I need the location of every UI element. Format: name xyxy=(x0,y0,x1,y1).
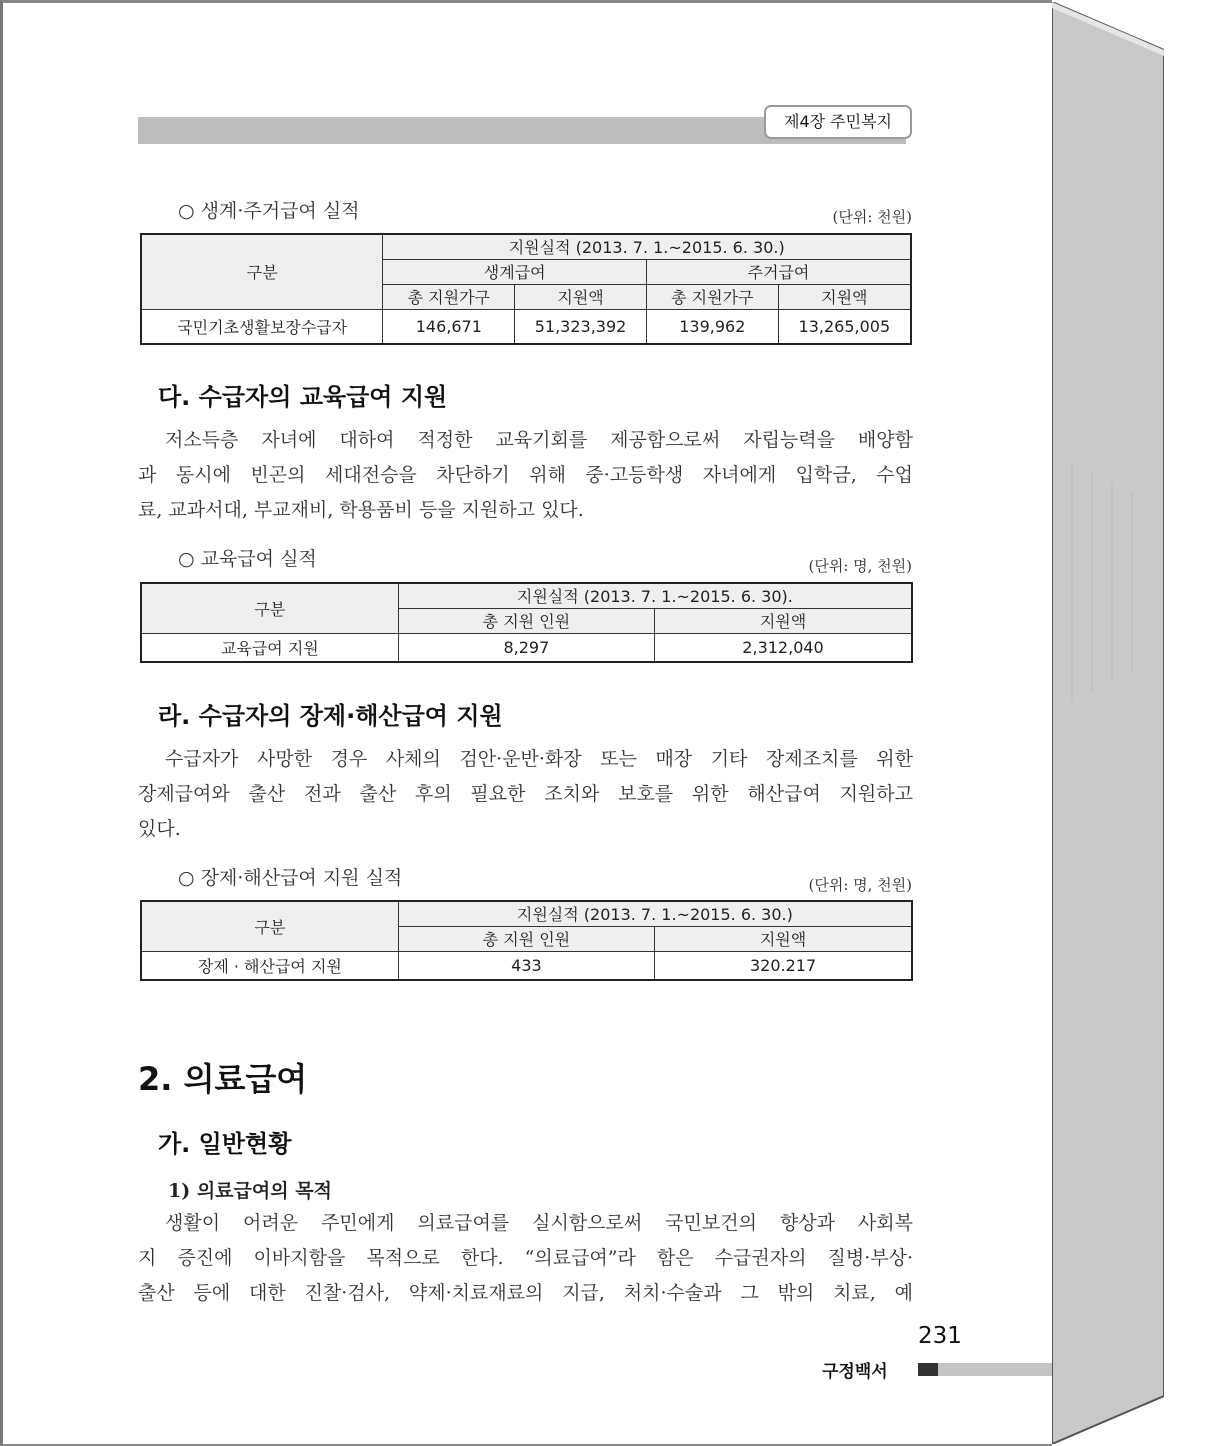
table3-title: ○ 장제·해산급여 지원 실적 xyxy=(178,867,403,889)
table-header: 총 지원 인원 xyxy=(398,926,654,951)
table1-title: ○ 생계·주거급여 실적 xyxy=(178,200,360,222)
chapter-section-heading: 2. 의료급여 xyxy=(138,1060,308,1098)
chapter-tab: 제4장 주민복지 xyxy=(764,105,912,139)
table-header: 구분 xyxy=(141,901,398,951)
paragraph xyxy=(138,423,913,528)
table-header: 지원액 xyxy=(778,284,911,309)
table-header: 지원액 xyxy=(515,284,647,309)
table-header: 지원액 xyxy=(655,608,912,633)
table-row xyxy=(141,633,912,662)
table-header: 지원액 xyxy=(655,926,912,951)
paragraph-line: 저소득층 자녀에 대하여 적정한 교육기회를 제공함으로써 자립능력을 배양함 xyxy=(165,429,913,451)
funeral-maternity-table xyxy=(140,900,913,981)
table-header: 지원실적 (2013. 7. 1.~2015. 6. 30). xyxy=(398,583,912,608)
table-header: 총 지원가구 xyxy=(383,284,515,309)
table-cell: 433 xyxy=(398,951,654,980)
paragraph-line: 수급자가 사망한 경우 사체의 검안·운반·화장 또는 매장 기타 장제조치를 위한 xyxy=(165,748,913,770)
page-stack-edge xyxy=(1052,2,1164,1444)
footer-mark xyxy=(918,1363,938,1376)
section-heading: 다. 수급자의 교육급여 지원 xyxy=(158,383,448,411)
table-cell: 139,962 xyxy=(646,309,778,344)
book-title: 구정백서 xyxy=(822,1362,888,1382)
section-heading: 가. 일반현황 xyxy=(158,1130,292,1158)
table-cell: 320.217 xyxy=(655,951,912,980)
paragraph-line: 과 동시에 빈곤의 세대전승을 차단하기 위해 중·고등학생 자녀에게 입학금, 수업 xyxy=(138,464,913,486)
table-cell: 교육급여 지원 xyxy=(141,633,398,662)
table-header: 지원실적 (2013. 7. 1.~2015. 6. 30.) xyxy=(398,901,912,926)
table3-unit: (단위: 명, 천원) xyxy=(808,876,912,894)
table2-unit: (단위: 명, 천원) xyxy=(808,557,912,575)
paragraph-line: 생활이 어려운 주민에게 의료급여를 실시함으로써 국민보건의 향상과 사회복 xyxy=(165,1212,913,1234)
table-header: 총 지원 인원 xyxy=(398,608,654,633)
table-cell: 8,297 xyxy=(398,633,654,662)
table-cell: 51,323,392 xyxy=(515,309,647,344)
table-header: 총 지원가구 xyxy=(646,284,778,309)
table-row xyxy=(141,309,911,344)
paragraph-line: 료, 교과서대, 부교재비, 학용품비 등을 지원하고 있다. xyxy=(138,499,584,521)
table-header: 생계급여 xyxy=(383,259,647,284)
table1-unit: (단위: 천원) xyxy=(832,208,912,226)
subsection-heading: 1) 의료급여의 목적 xyxy=(168,1180,332,1202)
table-cell: 13,265,005 xyxy=(778,309,911,344)
table-header: 지원실적 (2013. 7. 1.~2015. 6. 30.) xyxy=(383,234,911,259)
paragraph-line: 장제급여와 출산 전과 출산 후의 필요한 조치와 보호를 위한 해산급여 지원하고 xyxy=(138,783,913,805)
livelihood-housing-table xyxy=(140,233,912,345)
table-cell: 국민기초생활보장수급자 xyxy=(141,309,383,344)
table-cell: 146,671 xyxy=(383,309,515,344)
page-number: 231 xyxy=(918,1323,962,1349)
section-heading: 라. 수급자의 장제·해산급여 지원 xyxy=(158,702,503,730)
table2-title: ○ 교육급여 실적 xyxy=(178,548,317,570)
table-row xyxy=(141,951,912,980)
table-header: 주거급여 xyxy=(646,259,911,284)
paragraph-line: 출산 등에 대한 진찰·검사, 약제·치료재료의 지급, 처치·수술과 그 밖의 치료, 예 xyxy=(138,1282,913,1304)
education-benefit-table xyxy=(140,582,913,663)
paragraph xyxy=(138,1206,913,1311)
paragraph xyxy=(138,742,913,847)
table-header: 구분 xyxy=(141,234,383,309)
paragraph-line: 지 증진에 이바지함을 목적으로 한다. “의료급여”라 함은 수급권자의 질병·부상· xyxy=(138,1247,913,1269)
table-header: 구분 xyxy=(141,583,398,633)
paragraph-line: 있다. xyxy=(138,818,181,840)
footer-bar xyxy=(938,1363,1052,1376)
table-cell: 2,312,040 xyxy=(655,633,912,662)
table-cell: 장제 · 해산급여 지원 xyxy=(141,951,398,980)
